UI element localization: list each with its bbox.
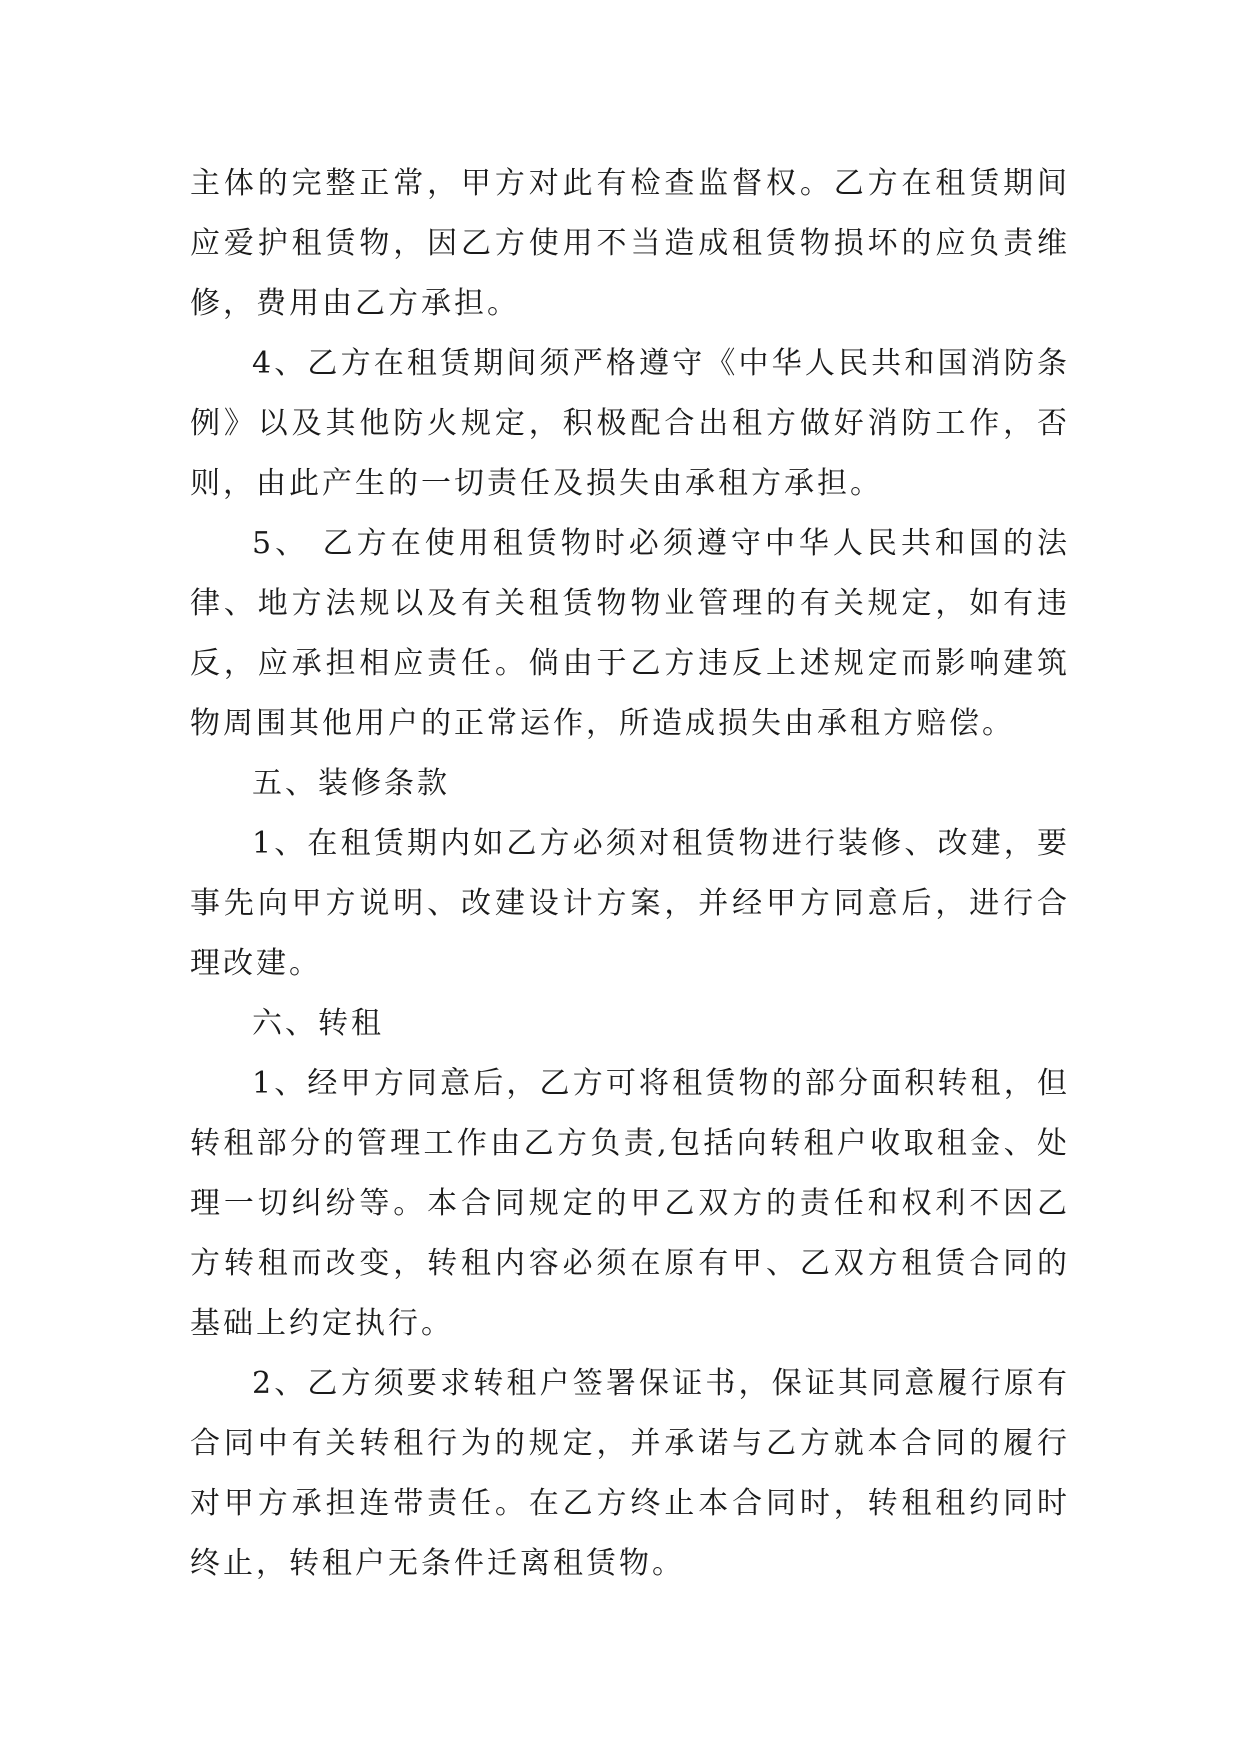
paragraph-sublease-2: 2、乙方须要求转租户签署保证书，保证其同意履行原有合同中有关转租行为的规定，并承诺与乙方就本合同的履行对甲方承担连带责任。在乙方终止本合同时，转租租约同时终止，转租户无条件迁离租赁物。: [190, 1366, 1070, 1581]
section-heading-renovation: 五、装修条款: [252, 766, 450, 801]
document-body: [190, 154, 1070, 1594]
section-heading-sublease: 六、转租: [252, 1006, 384, 1041]
paragraph-clause-5: 5、 乙方在使用租赁物时必须遵守中华人民共和国的法律、地方法规以及有关租赁物物业管理的有关规定，如有违反，应承担相应责任。倘由于乙方违反上述规定而影响建筑物周围其他用户的正常运作，所造成损失由承租方赔偿。: [190, 526, 1070, 741]
paragraph-continuation: 主体的完整正常，甲方对此有检查监督权。乙方在租赁期间应爱护租赁物，因乙方使用不当造成租赁物损坏的应负责维修，费用由乙方承担。: [190, 166, 1070, 321]
paragraph-renovation-1: 1、在租赁期内如乙方必须对租赁物进行装修、改建，要事先向甲方说明、改建设计方案，并经甲方同意后，进行合理改建。: [190, 826, 1070, 981]
paragraph-sublease-1: 1、经甲方同意后，乙方可将租赁物的部分面积转租，但转租部分的管理工作由乙方负责,包括向转租户收取租金、处理一切纠纷等。本合同规定的甲乙双方的责任和权利不因乙方转租而改变，转租内容必须在原有甲、乙双方租赁合同的基础上约定执行。: [190, 1066, 1070, 1341]
paragraph-clause-4: 4、乙方在租赁期间须严格遵守《中华人民共和国消防条例》以及其他防火规定，积极配合出租方做好消防工作，否则，由此产生的一切责任及损失由承租方承担。: [190, 346, 1070, 501]
